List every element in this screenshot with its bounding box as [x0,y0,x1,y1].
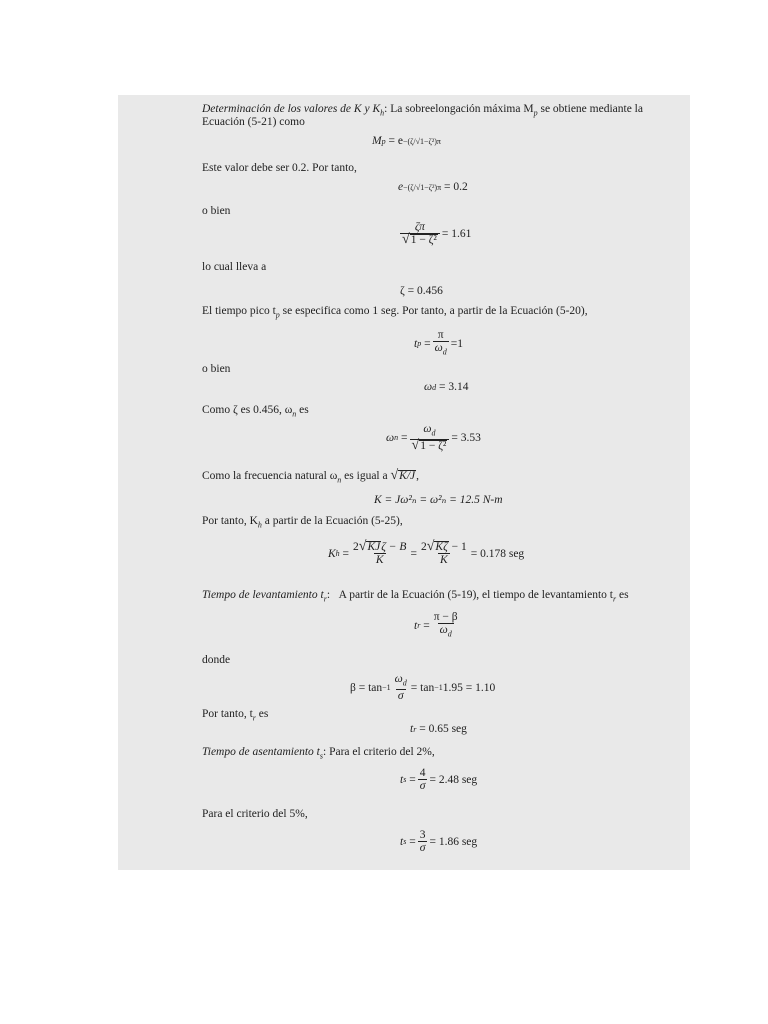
equation-k: K = Jω²ₙ = ω²ₙ = 12.5 N-m [374,494,503,506]
equation-1-61: ζπ √ 1 − ζ² = 1.61 [402,221,472,247]
equation-tr-value: t r = 0.65 seg [410,723,467,735]
equation-kh: K h = 2 √ KJ ζ − B K = 2 √ Kζ − 1 K = 0.178 seg [328,539,525,566]
text-lleva: lo cual lleva a [202,261,267,273]
text-criterio-5pct: Para el criterio del 5%, [202,808,308,820]
equation-zeta: ζ = 0.456 [400,285,443,297]
heading-line-2: Ecuación (5-21) como [202,116,305,128]
text-tiempo-levantamiento: Tiempo de levantamiento $t_r$: A partir de la Ecuación (5-19), el tiempo de levantamiento $t_r$ es [202,589,629,604]
equation-ts-2pct: t s = $\frac{4}{\sigma}$ = 2.48 seg [400,767,478,792]
text-tiempo-asentamiento: Tiempo de asentamiento $t_s$: Para el criterio del 2%, [202,746,435,761]
equation-tr-formula: t r = $\frac{\pi - \beta}{\omega_d}$ [414,611,458,639]
text-donde: donde [202,654,231,666]
text-frecuencia: Como la frecuencia natural $\omega_n$ es igual a √ K/J , [202,468,420,485]
text-por-tanto-kh: Por tanto, $K_h$ a partir de la Ecuación (5-25), [202,515,403,530]
equation-tp: t p = $\frac{\pi}{\omega_d}$ =1 [414,329,463,357]
text-tiempo-pico: El tiempo pico $t_p$ se especifica como 1 seg. Por tanto, a partir de la Ecuación (5-20), [202,305,588,320]
equation-beta: β = tan −1 $\frac{\omega_d}{\sigma}$ = tan −1 1.95 = 1.10 [350,673,496,703]
equation-e: e −(ζ/√1−ζ²)π = 0.2 [398,181,468,193]
text-por-tanto-tr: Por tanto, $t_r$ es [202,708,269,723]
equation-ts-5pct: t s = $\frac{3}{\sigma}$ = 1.86 seg [400,829,478,854]
heading-vars: K y K [353,103,381,115]
text-o-bien-2: o bien [202,363,231,375]
section-heading: Determinación de los valores de K y $K_h$: La sobreelongación máxima $M_p$ se obtiene mediante la [202,103,643,118]
heading-italic: Determinación de los valores de [202,103,352,115]
text-este-valor: Este valor debe ser 0.2. Por tanto, [202,162,357,174]
equation-mp: M p = e −(ζ/√1−ζ²)π [372,135,441,147]
text-o-bien-1: o bien [202,205,231,217]
text-como-zeta: Como ζ es 0.456, $\omega_n$ es [202,404,309,419]
equation-wn: ω n = $\omega_d$ √ 1 − ζ² = 3.53 [386,423,481,454]
document-page [118,95,690,870]
equation-wd: ω d = 3.14 [424,381,469,393]
